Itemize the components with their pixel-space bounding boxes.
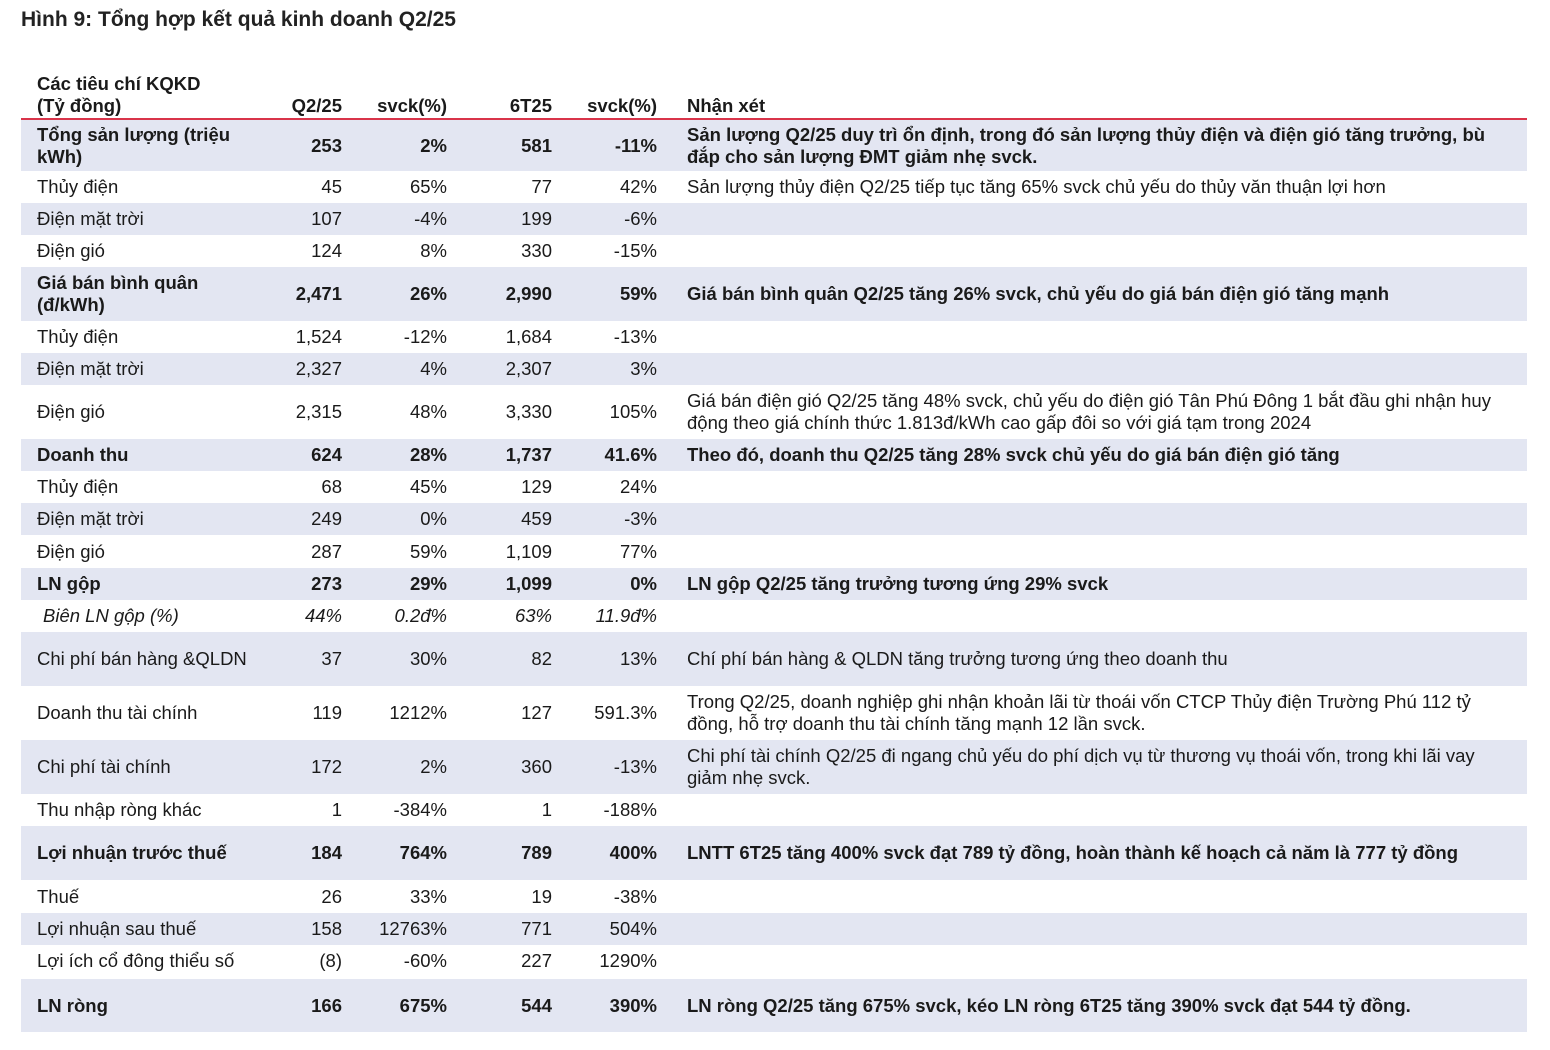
cell-comment: Trong Q2/25, doanh nghiệp ghi nhận khoản lãi từ thoái vốn CTCP Thủy điện Trường Phú 112 tỷ đồng, hỗ trợ doanh thu tài chính tăng mạnh 12 lần svck.: [687, 691, 1471, 734]
table-row: [21, 568, 1527, 600]
cell-comment: [657, 353, 1527, 385]
table-row: [21, 686, 1527, 740]
cell-6t: 459: [447, 503, 552, 535]
cell-svck-6t: -188%: [603, 799, 657, 820]
table-row: [21, 385, 1527, 439]
cell-svck-q2: -60%: [403, 950, 447, 971]
cell-svck-6t: -38%: [613, 885, 657, 907]
cell-6t: 129: [521, 476, 552, 497]
cell-comment: LN ròng Q2/25 tăng 675% svck, kéo LN ròng 6T25 tăng 390% svck đạt 544 tỷ đồng.: [657, 978, 1527, 1032]
header-6t: 6T25: [447, 70, 552, 119]
cell-q2: 172: [271, 740, 342, 794]
cell-svck-q2: 4%: [342, 353, 447, 385]
page-title: Hình 9: Tổng hợp kết quả kinh doanh Q2/25: [21, 8, 456, 31]
table-row: [21, 119, 1527, 171]
cell-comment: Chi phí tài chính Q2/25 đi ngang chủ yếu do phí dịch vụ từ thương vụ thoái vốn, trong khi lãi vay giảm nhẹ svck.: [657, 740, 1527, 794]
cell-q2: 2,471: [271, 267, 342, 321]
cell-comment: LN gộp Q2/25 tăng trưởng tương ứng 29% svck: [657, 568, 1527, 600]
cell-6t: 360: [447, 740, 552, 794]
cell-svck-q2: 45%: [409, 476, 447, 497]
row-label: Thủy điện: [37, 476, 119, 497]
table-row: [21, 171, 1527, 203]
cell-q2: 45: [321, 176, 342, 197]
row-label: Biên LN gộp (%): [43, 605, 179, 626]
table-row: [21, 978, 1527, 1032]
row-label: Giá bán bình quân (đ/kWh): [21, 267, 271, 321]
cell-svck-6t: -13%: [613, 326, 657, 347]
cell-svck-6t: 105%: [609, 401, 657, 422]
table-row: [21, 913, 1527, 945]
cell-svck-6t: -13%: [552, 740, 657, 794]
cell-q2: 253: [271, 119, 342, 171]
cell-q2: 2,315: [295, 401, 342, 422]
cell-svck-q2: 65%: [409, 176, 447, 197]
row-label: Lợi ích cổ đông thiểu số: [37, 950, 235, 971]
cell-svck-q2: 48%: [409, 401, 447, 422]
cell-svck-q2: 764%: [342, 826, 447, 880]
cell-q2: 26: [321, 885, 342, 907]
cell-comment: Sản lượng Q2/25 duy trì ổn định, trong đó sản lượng thủy điện và điện gió tăng trưởng, bù đắp cho sản lượng ĐMT giảm nhẹ svck.: [657, 119, 1527, 171]
cell-comment: LNTT 6T25 tăng 400% svck đạt 789 tỷ đồng, hoàn thành kế hoạch cả năm là 777 tỷ đồng: [657, 826, 1527, 880]
header-comment: Nhận xét: [657, 70, 1527, 119]
row-label: Doanh thu tài chính: [37, 702, 198, 723]
cell-6t: 19: [531, 885, 552, 907]
cell-comment: [657, 235, 1527, 267]
cell-comment: [657, 203, 1527, 235]
cell-q2: 184: [271, 826, 342, 880]
cell-6t: 227: [521, 950, 552, 971]
cell-svck-6t: 0%: [552, 568, 657, 600]
cell-svck-6t: 42%: [619, 176, 657, 197]
table-row: [21, 945, 1527, 978]
header-criteria-line2: (Tỷ đồng): [37, 95, 122, 116]
cell-comment: [657, 945, 1527, 978]
row-label: Điện gió: [37, 401, 105, 422]
table-row: [21, 235, 1527, 267]
cell-q2: 2,327: [271, 353, 342, 385]
cell-svck-q2: -384%: [393, 799, 447, 820]
header-svck-6t: svck(%): [552, 70, 657, 119]
cell-svck-6t: 13%: [552, 632, 657, 686]
cell-svck-q2: 2%: [342, 740, 447, 794]
row-label: Thu nhập ròng khác: [37, 799, 202, 820]
row-label: Lợi nhuận trước thuế: [21, 826, 271, 880]
cell-svck-q2: 26%: [342, 267, 447, 321]
header-criteria: [21, 70, 271, 119]
cell-6t: 789: [447, 826, 552, 880]
cell-6t: 127: [521, 702, 552, 723]
cell-comment: Giá bán bình quân Q2/25 tăng 26% svck, chủ yếu do giá bán điện gió tăng mạnh: [657, 267, 1527, 321]
cell-6t: 771: [447, 913, 552, 945]
cell-svck-q2: 1212%: [389, 702, 447, 723]
cell-svck-6t: -3%: [552, 503, 657, 535]
row-label: Điện mặt trời: [21, 353, 271, 385]
cell-svck-6t: -11%: [552, 119, 657, 171]
cell-q2: 124: [311, 240, 342, 261]
cell-svck-q2: 28%: [342, 439, 447, 471]
row-label: Chi phí bán hàng &QLDN: [21, 632, 271, 686]
cell-q2: 119: [312, 702, 342, 723]
table-row: [21, 880, 1527, 913]
cell-comment: Chí phí bán hàng & QLDN tăng trưởng tương ứng theo doanh thu: [657, 632, 1527, 686]
cell-svck-6t: 24%: [619, 476, 657, 497]
cell-q2: 1: [331, 799, 342, 820]
row-label: LN gộp: [21, 568, 271, 600]
cell-svck-q2: 8%: [420, 240, 447, 261]
cell-svck-q2: 0%: [342, 503, 447, 535]
row-label: Lợi nhuận sau thuế: [21, 913, 271, 945]
cell-6t: 2,990: [447, 267, 552, 321]
cell-svck-6t: 591.3%: [594, 702, 657, 723]
cell-q2: 249: [271, 503, 342, 535]
cell-q2: 107: [271, 203, 342, 235]
row-label: Điện gió: [37, 540, 105, 562]
cell-svck-q2: 59%: [409, 540, 447, 562]
cell-q2: (8): [319, 950, 342, 971]
cell-q2: 166: [271, 978, 342, 1032]
table-row: [21, 632, 1527, 686]
cell-6t: 1: [541, 799, 552, 820]
cell-svck-q2: 30%: [342, 632, 447, 686]
cell-6t: 1,684: [505, 326, 552, 347]
table-row: [21, 471, 1527, 503]
cell-comment: [657, 880, 1527, 913]
cell-svck-q2: -4%: [342, 203, 447, 235]
row-label: Thủy điện: [37, 176, 119, 197]
cell-q2: 287: [311, 540, 342, 562]
header-q2: Q2/25: [271, 70, 342, 119]
cell-6t: 2,307: [447, 353, 552, 385]
cell-svck-q2: 0.2đ%: [394, 605, 447, 626]
cell-comment: [657, 600, 1527, 632]
cell-q2: 624: [271, 439, 342, 471]
row-label: Thủy điện: [37, 326, 119, 347]
table-row: [21, 503, 1527, 535]
cell-svck-6t: 41.6%: [552, 439, 657, 471]
row-label: Thuế: [37, 885, 80, 907]
cell-comment: [657, 794, 1527, 826]
cell-svck-6t: -6%: [552, 203, 657, 235]
cell-6t: 544: [447, 978, 552, 1032]
cell-6t: 199: [447, 203, 552, 235]
cell-comment: [657, 503, 1527, 535]
cell-comment: [657, 535, 1527, 568]
cell-svck-6t: 1290%: [599, 950, 657, 971]
row-label: Điện gió: [37, 240, 105, 261]
table-row: [21, 321, 1527, 353]
table-row: [21, 740, 1527, 794]
cell-comment: Giá bán điện gió Q2/25 tăng 48% svck, chủ yếu do điện gió Tân Phú Đông 1 bắt đầu ghi nhận huy động theo giá chính thức 1.813đ/kWh cao gấp đôi so với giá tạm trong 2024: [687, 390, 1491, 433]
cell-q2: 44%: [304, 605, 342, 626]
cell-svck-q2: 2%: [342, 119, 447, 171]
row-label: Chi phí tài chính: [21, 740, 271, 794]
cell-svck-6t: 504%: [552, 913, 657, 945]
cell-svck-6t: 59%: [552, 267, 657, 321]
cell-svck-6t: 3%: [552, 353, 657, 385]
cell-svck-6t: 77%: [619, 540, 657, 562]
cell-comment: Theo đó, doanh thu Q2/25 tăng 28% svck chủ yếu do giá bán điện gió tăng: [657, 439, 1527, 471]
cell-comment: [657, 913, 1527, 945]
cell-q2: 68: [321, 476, 342, 497]
cell-svck-q2: 33%: [409, 885, 447, 907]
table-row: [21, 439, 1527, 471]
cell-6t: 1,737: [447, 439, 552, 471]
table-row: [21, 203, 1527, 235]
business-results-table: [21, 70, 1527, 1032]
cell-svck-6t: 11.9đ%: [595, 605, 657, 626]
cell-svck-6t: 400%: [552, 826, 657, 880]
cell-6t: 581: [447, 119, 552, 171]
table-row: [21, 794, 1527, 826]
row-label: Điện mặt trời: [21, 503, 271, 535]
cell-svck-q2: 12763%: [342, 913, 447, 945]
cell-6t: 82: [447, 632, 552, 686]
header-criteria-line1: Các tiêu chí KQKD: [37, 73, 201, 94]
cell-6t: 3,330: [505, 401, 552, 422]
cell-svck-q2: 675%: [342, 978, 447, 1032]
cell-svck-6t: 390%: [552, 978, 657, 1032]
cell-6t: 77: [531, 176, 552, 197]
cell-svck-6t: -15%: [613, 240, 657, 261]
cell-comment: Sản lượng thủy điện Q2/25 tiếp tục tăng 65% svck chủ yếu do thủy văn thuận lợi hơn: [687, 176, 1386, 197]
table-row: [21, 535, 1527, 568]
cell-q2: 273: [271, 568, 342, 600]
cell-6t: 1,099: [447, 568, 552, 600]
row-label: Tổng sản lượng (triệu kWh): [21, 119, 271, 171]
cell-6t: 1,109: [505, 540, 552, 562]
cell-q2: 158: [271, 913, 342, 945]
cell-q2: 1,524: [295, 326, 342, 347]
cell-6t: 63%: [514, 605, 552, 626]
table-row: [21, 353, 1527, 385]
row-label: Doanh thu: [21, 439, 271, 471]
header-svck-q2: svck(%): [342, 70, 447, 119]
row-label: LN ròng: [21, 978, 271, 1032]
row-label: Điện mặt trời: [21, 203, 271, 235]
cell-svck-q2: -12%: [403, 326, 447, 347]
table-row: [21, 600, 1527, 632]
table-row: [21, 826, 1527, 880]
cell-svck-q2: 29%: [342, 568, 447, 600]
cell-q2: 37: [271, 632, 342, 686]
cell-comment: [657, 471, 1527, 503]
cell-comment: [657, 321, 1527, 353]
table-header-row: [21, 70, 1527, 119]
cell-6t: 330: [521, 240, 552, 261]
table-row: [21, 267, 1527, 321]
